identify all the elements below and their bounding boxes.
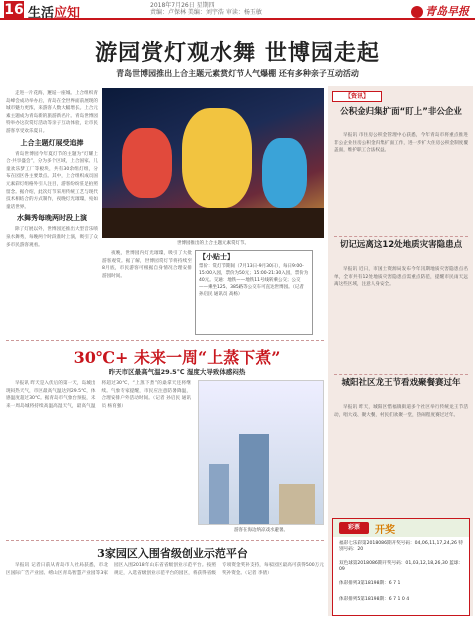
lead-column-1 — [6, 90, 98, 335]
lead-headline: 游园赏灯观水舞 世博园走起 — [95, 40, 380, 66]
page-number: 16 — [4, 2, 24, 18]
lead-photo-caption: 世博园推出的上合主题元素赏灯节。 — [177, 241, 249, 246]
header-meta — [150, 2, 262, 16]
rail-item-1-text: 早报讯 市住房公积金管理中心获悉，今年青岛市将重点推进非公企业住房公积金归集扩面工作，进一步扩大住房公积金制度覆盖面，维护职工合法权益。 — [334, 133, 468, 154]
rail-label: 【资讯】 — [332, 91, 382, 102]
lottery-title: 开奖 — [375, 525, 395, 536]
lead-body-2: 除了灯展以外，世博园还推出大型音乐喷泉水舞秀，每晚两个时段准时上演，吸引了众多市民游客观看。 — [6, 227, 98, 248]
startup-text: 早报讯 记者日前从青岛市人社局获悉，市北区国际广告产业园、崂山区青岛智慧产业园等3家园区入围2018年山东省省级创业示范平台。按照规定，入选省级创业示范平台的园区，将获得省级专项资金奖补支持，每家园区最高可获得500万元奖补资金。（记者 李倩） — [6, 563, 324, 576]
lottery-box — [332, 518, 470, 616]
lottery-header — [333, 519, 469, 537]
lantern-shape-1 — [122, 128, 172, 198]
photo-shape-3 — [279, 484, 315, 524]
photo-shape-2 — [239, 434, 269, 524]
lead-body-1: 青岛世博园今年夏灯节的主题为“灯耀上合·共享盛会”，分为多个区域，上合国家、儿童欢乐梦工厂等板块，共有30余组灯组，分布在园区各主要景点。其中，上合组织成员国元素彩灯组格外引人注目，游客纷纷驻足拍照留念。据介绍，此次灯节采用传统工艺与现代技术相结合的方式制作，夜晚灯光璀璨，宛如童话世界。 — [6, 151, 98, 210]
section-title — [28, 2, 80, 21]
date-line: 2018年7月26日 星期四 — [150, 2, 215, 9]
section-divider — [6, 340, 324, 341]
weather-subhead: 昨天市区最高气温29.5℃ 湿度大导致体感闷热 — [108, 368, 246, 376]
rail-item-3-body — [334, 404, 468, 512]
brand-icon — [411, 6, 423, 18]
rail-item-1-title: 公积金归集扩面“盯上”非公企业 — [340, 107, 462, 117]
brand-name: 青岛早报 — [425, 5, 469, 18]
page-header — [0, 0, 475, 20]
rail-item-3-text: 早报讯 昨天，城阳区惜福镇街道多个社区举行传统龙王节活动，唱大戏、聚大餐，村民们欢聚一堂，热闹程度赛过过年。 — [334, 405, 468, 418]
lottery-row: 双色球第2018086期开奖号码：01,03,12,18,26,30 蓝球：09 — [339, 561, 464, 572]
lantern-shape-2 — [182, 108, 252, 208]
lead-column-2 — [102, 250, 192, 335]
lead-subtitle-2: 水舞秀每晚两时段上演 — [17, 214, 87, 223]
weather-body — [6, 380, 191, 530]
lantern-shape-3 — [262, 138, 307, 208]
tip-title: 【小贴士】 — [199, 253, 234, 261]
startup-headline: 3家园区入围省级创业示范平台 — [97, 547, 248, 560]
section-divider-2 — [6, 540, 324, 541]
weather-photo-caption: 游客在海边纳凉戏水避暑。 — [234, 528, 288, 533]
tip-box — [195, 250, 313, 335]
startup-body — [6, 562, 324, 617]
rail-item-2-text: 早报讯 近日，市国土资源局发布今年汛期地质灾害隐患点名单，全市共有12处地质灾害隐患点需重点防范，提醒市民雨天远离这些区域，注意人身安全。 — [334, 267, 468, 288]
rail-item-3-title: 城阳社区龙王节看戏聚餐赛过年 — [341, 378, 461, 388]
lottery-row: 福彩七乐彩第2018086期开奖号码：04,06,11,17,24,26 特别号码：20 — [339, 541, 464, 552]
ground-shape — [102, 208, 324, 238]
weather-headline: 30℃+ 未来一周“上蒸下煮” — [73, 348, 281, 367]
weather-photo — [198, 380, 324, 525]
rail-item-2-body — [334, 266, 468, 371]
editors-line: 责编：卢保林 美编：刘宇浩 审读：杨玉敏 — [150, 9, 262, 16]
lead-body-3: 夜晚，世博园内灯光璀璨，吸引了大批游客观赏。据了解，世博园赏灯节将持续至8月底，市民游客可根据自身情况合理安排游园时间。 — [102, 251, 192, 279]
rail-divider-1 — [334, 236, 468, 237]
tip-text: 票价：赏灯节期间（7月13日-9月30日），每日9:00-15:00入园，票价为50元；15:00-21:30入园，票价为40元。交通：地铁——地铁11号线转乘公交；公交——乘坐125、385路等公交车可直达世博园。（记者 孙启民 通讯员 高杨） — [199, 264, 309, 297]
lottery-logo: 彩票 — [339, 522, 369, 534]
rail-item-2-title: 切记远离这12处地质灾害隐患点 — [339, 240, 463, 250]
lottery-row: 体彩排列5第18198期：6 7 1 0 4 — [339, 597, 410, 602]
section-accent: 应知 — [54, 6, 81, 21]
lottery-row: 体彩排列3第18198期：6 7 1 — [339, 581, 401, 586]
photo-shape-1 — [209, 464, 229, 524]
section-name: 生活 — [28, 6, 55, 21]
rail-divider-2 — [334, 374, 468, 375]
lantern-photo — [102, 88, 324, 238]
rail-item-1-body — [334, 132, 468, 232]
lead-subhead: 青岛世博园推出上合主题元素赏灯节人气爆棚 还有多种亲子互动活动 — [116, 69, 359, 78]
weather-text: 早报讯 昨天是入伏后的第一天，岛城出现闷热天气，市区最高气温达到29.5℃，体感温度超过30℃。据青岛市气象台预报，未来一周岛城将持续高温高湿天气，最高气温将超过30℃，“上蒸下煮”的桑拿天还将继续。气象专家提醒，市民应注意防暑降温，合理安排户外活动时间。（记者 孙启民 通讯员 杨育强） — [6, 381, 191, 409]
lead-subtitle-1: 上合主题灯展受追捧 — [20, 138, 84, 147]
brand-logo — [411, 3, 469, 19]
lead-intro: 走进一片花海，邂逅一座城。上合组织青岛峰会成功举办后，青岛在全世界面前展现的城市魅力更浓，来游客人数大幅增长。上合元素主题成为青岛新的旅游新名片。青岛世博园特举办这次赏灯活动等亲子互动体验，让市民游客享受欢乐夏日。 — [6, 91, 98, 134]
